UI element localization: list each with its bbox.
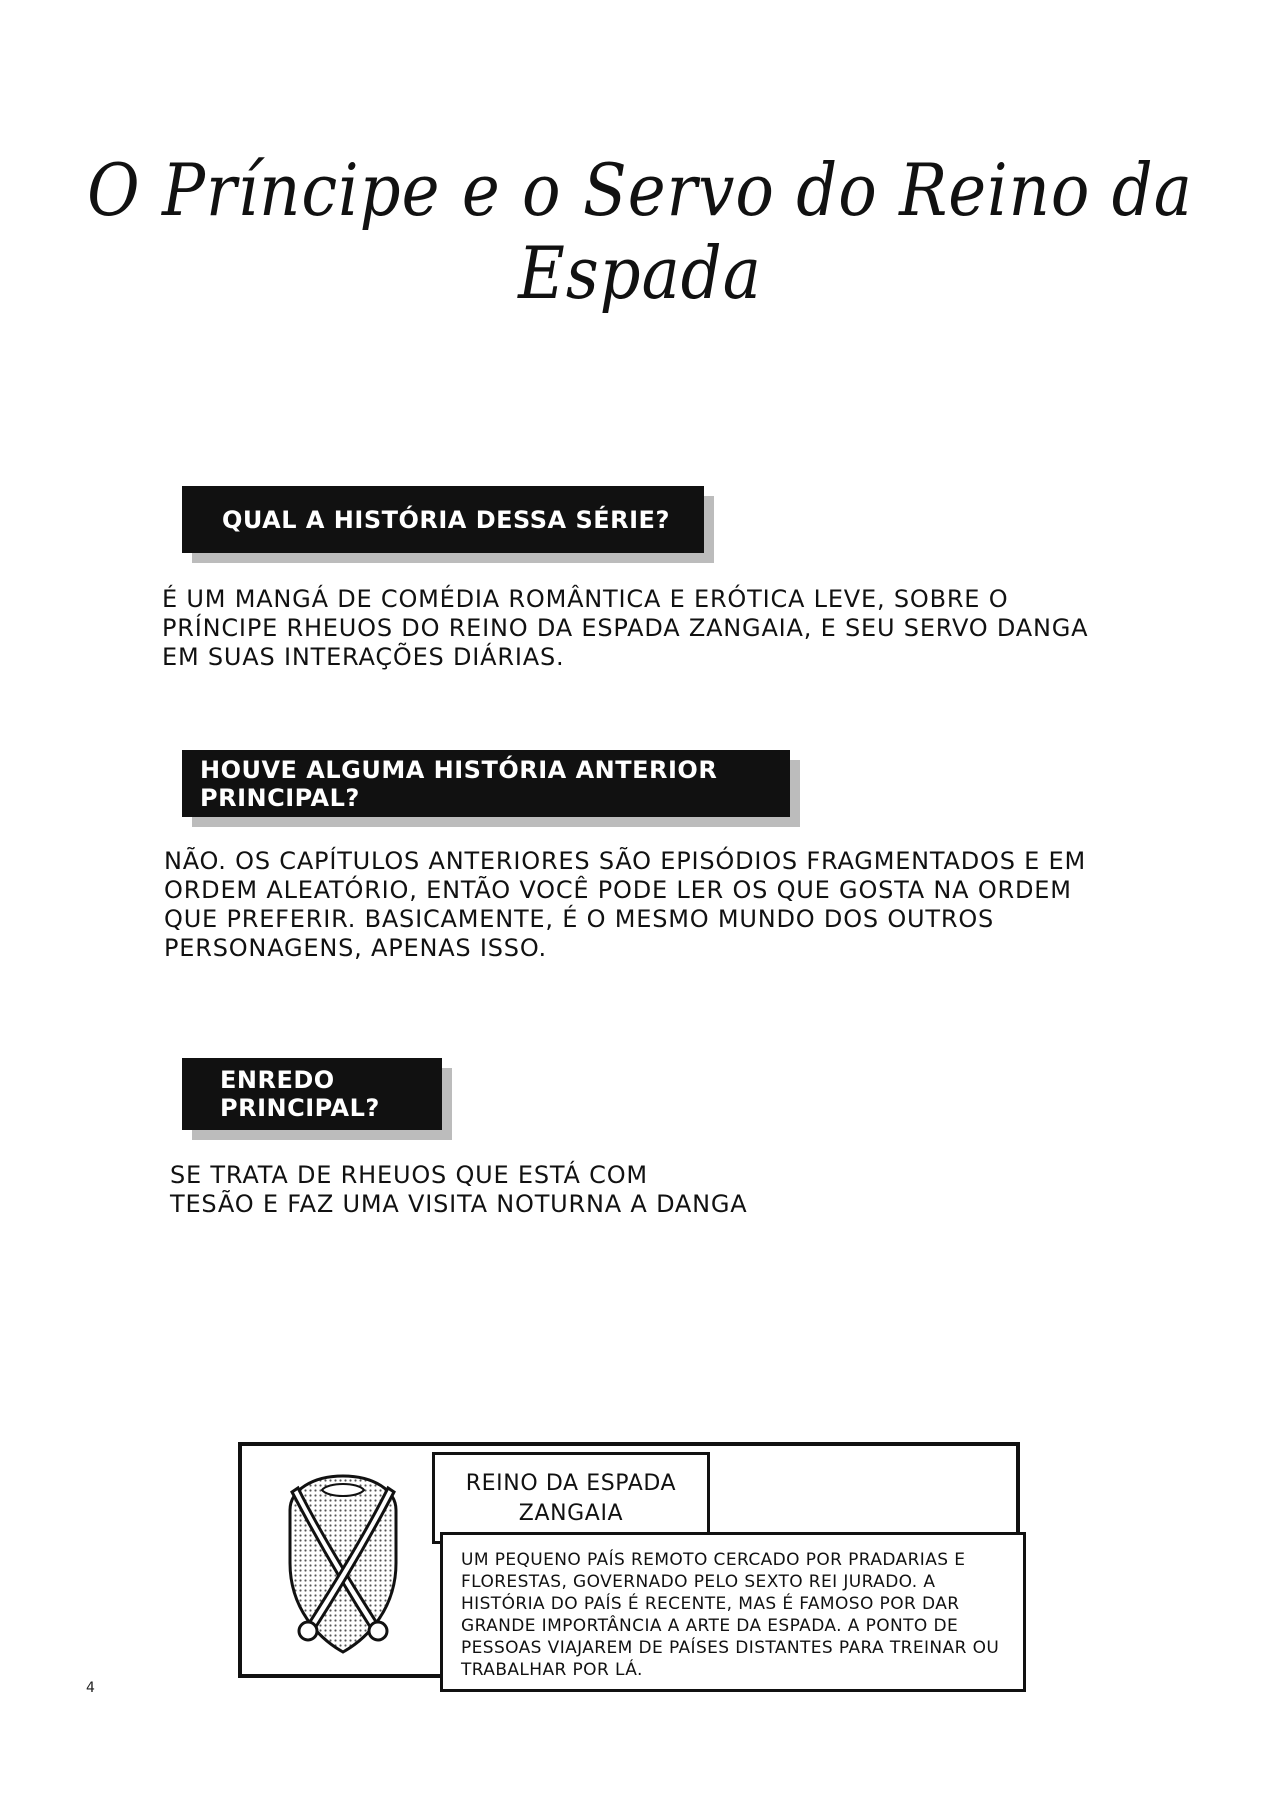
- crossed-swords-shield-icon: [278, 1468, 408, 1658]
- kingdom-name-line2: ZANGAIA: [518, 1501, 624, 1526]
- question-text: QUAL A HISTÓRIA DESSA SÉRIE?: [222, 505, 670, 534]
- kingdom-name-line1: REINO DA ESPADA: [465, 1471, 677, 1496]
- page-title: O Príncipe e o Servo do Reino da Espada: [87, 150, 1193, 316]
- answer-line1: SE TRATA DE RHEUOS QUE ESTÁ COM: [170, 1161, 648, 1189]
- kingdom-name-label: [432, 1452, 710, 1544]
- question-text-line2: PRINCIPAL?: [220, 1094, 380, 1122]
- question-box-previous-story: [182, 750, 790, 817]
- question-box-main-plot: [182, 1058, 442, 1130]
- question-text: HOUVE ALGUMA HISTÓRIA ANTERIOR PRINCIPAL?: [200, 755, 718, 812]
- answer-series-story: É UM MANGÁ DE COMÉDIA ROMÂNTICA E ERÓTICA LEVE, SOBRE O PRÍNCIPE RHEUOS DO REINO DA ESPADA ZANGAIA, E SEU SERVO DANGA EM SUAS INTERAÇÕES DIÁRIAS.: [162, 585, 1089, 671]
- kingdom-description: UM PEQUENO PAÍS REMOTO CERCADO POR PRADARIAS E FLORESTAS, GOVERNADO PELO SEXTO REI JURADO. A HISTÓRIA DO PAÍS É RECENTE, MAS É FAMOSO POR DAR GRANDE IMPORTÂNCIA A ARTE DA ESPADA. A PONTO DE PESSOAS VIAJAREM DE PAÍSES DISTANTES PARA TREINAR OU TRABALHAR POR LÁ.: [440, 1532, 1026, 1692]
- question-text-line1: ENREDO: [220, 1066, 335, 1094]
- answer-previous-story: NÃO. OS CAPÍTULOS ANTERIORES SÃO EPISÓDIOS FRAGMENTADOS E EM ORDEM ALEATÓRIO, ENTÃO VOCÊ PODE LER OS QUE GOSTA NA ORDEM QUE PREFERIR. BASICAMENTE, É O MESMO MUNDO DOS OUTROS PERSONAGENS, APENAS ISSO.: [164, 847, 1087, 962]
- answer-line2: TESÃO E FAZ UMA VISITA NOTURNA A DANGA: [170, 1190, 748, 1218]
- question-box-series-story: [182, 486, 704, 553]
- answer-main-plot: [170, 1161, 870, 1219]
- page-number: 4: [86, 1680, 95, 1696]
